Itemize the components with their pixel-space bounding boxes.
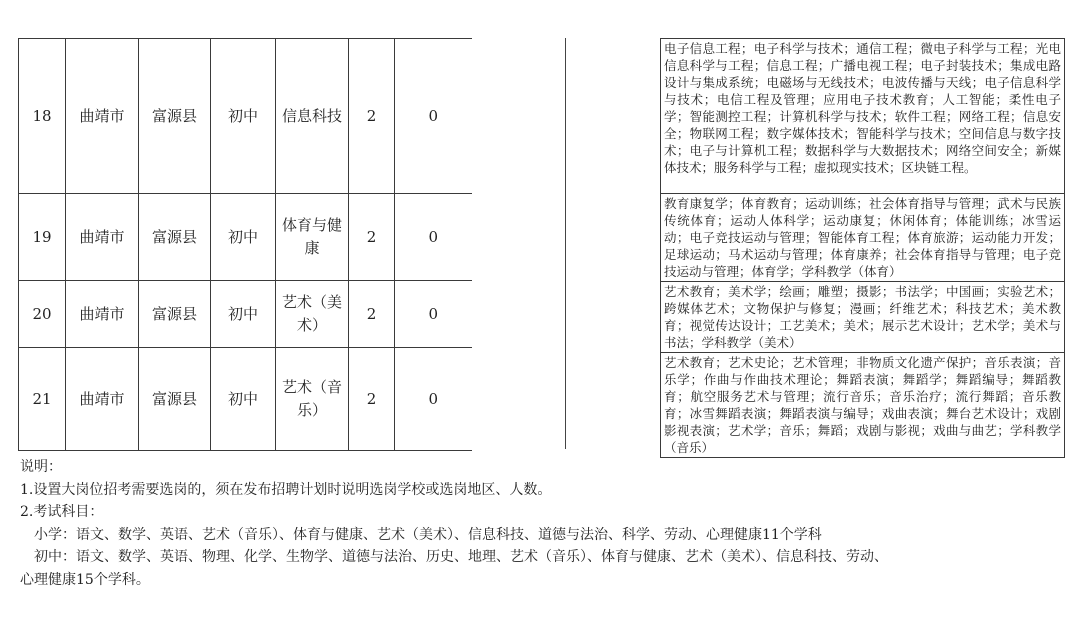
notes-section bbox=[20, 456, 1070, 591]
row-number: 19 bbox=[19, 194, 66, 281]
city-cell: 曲靖市 bbox=[66, 39, 139, 194]
table-row bbox=[661, 39, 1065, 194]
school-level-cell: 初中 bbox=[211, 194, 276, 281]
county-cell: 富源县 bbox=[139, 281, 211, 348]
note-line: 心理健康15个学科。 bbox=[20, 571, 150, 588]
city-cell: 曲靖市 bbox=[66, 194, 139, 281]
table-row bbox=[19, 281, 472, 348]
table-row bbox=[19, 194, 472, 281]
note-line: 2.考试科目： bbox=[20, 504, 104, 520]
extra-quota-cell: 0 bbox=[395, 281, 472, 348]
extra-quota-cell: 0 bbox=[395, 348, 472, 451]
school-level-cell: 初中 bbox=[211, 39, 276, 194]
row-number: 20 bbox=[19, 281, 66, 348]
majors-cell: 教育康复学；体育教育；运动训练；社会体育指导与管理；武术与民族传统体育；运动人体科学；运动康复；休闲体育；体能训练；冰雪运动；电子竞技运动与管理；智能体育工程；体育旅游；运动能力开发；足球运动；马术运动与管理；体育康养；社会体育指导与管理；电子竞技运动与管理；体育学；学科教学（体育） bbox=[661, 194, 1065, 282]
county-cell: 富源县 bbox=[139, 39, 211, 194]
row-number: 21 bbox=[19, 348, 66, 451]
extra-quota-cell: 0 bbox=[395, 194, 472, 281]
majors-table bbox=[660, 38, 1065, 458]
county-cell: 富源县 bbox=[139, 348, 211, 451]
note-line: 小学：语文、数学、英语、艺术（音乐）、体育与健康、艺术（美术）、信息科技、道德与法治、科学、劳动、心理健康11个学科 bbox=[34, 526, 822, 543]
quota-cell: 2 bbox=[349, 194, 395, 281]
quota-cell: 2 bbox=[349, 348, 395, 451]
note-line: 1.设置大岗位招考需要选岗的，须在发布招聘计划时说明选岗学校或选岗地区、人数。 bbox=[20, 481, 552, 498]
table-row bbox=[661, 194, 1065, 282]
extra-quota-cell: 0 bbox=[395, 39, 472, 194]
city-cell: 曲靖市 bbox=[66, 348, 139, 451]
table-row bbox=[661, 353, 1065, 458]
quota-cell: 2 bbox=[349, 39, 395, 194]
note-line: 初中：语文、数学、英语、物理、化学、生物学、道德与法治、历史、地理、艺术（音乐）、体育与健康、艺术（美术）、信息科技、劳动、 bbox=[34, 549, 888, 565]
quota-cell: 2 bbox=[349, 281, 395, 348]
row-number: 18 bbox=[19, 39, 66, 194]
notes-heading: 说明： bbox=[20, 459, 62, 475]
school-level-cell: 初中 bbox=[211, 281, 276, 348]
subject-cell: 体育与健康 bbox=[276, 194, 349, 281]
county-cell: 富源县 bbox=[139, 194, 211, 281]
city-cell: 曲靖市 bbox=[66, 281, 139, 348]
subject-cell: 艺术（音乐） bbox=[276, 348, 349, 451]
school-level-cell: 初中 bbox=[211, 348, 276, 451]
subject-cell: 信息科技 bbox=[276, 39, 349, 194]
table-row bbox=[19, 348, 472, 451]
table-row bbox=[19, 39, 472, 194]
subject-cell: 艺术（美术） bbox=[276, 281, 349, 348]
majors-cell: 电子信息工程；电子科学与技术；通信工程；微电子科学与工程；光电信息科学与工程；信息工程；广播电视工程；电子封装技术；集成电路设计与集成系统；电磁场与无线技术；电波传播与天线；电子信息科学与技术；电信工程及管理；应用电子技术教育；人工智能；柔性电子学；智能测控工程；计算机科学与技术；软件工程；网络工程；信息安全；物联网工程；数字媒体技术；智能科学与技术；空间信息与数字技术；电子与计算机工程；数据科学与大数据技术；网络空间安全；新媒体技术；服务科学与工程；虚拟现实技术；区块链工程。 bbox=[661, 39, 1065, 194]
position-table bbox=[18, 38, 472, 451]
majors-cell: 艺术教育；美术学；绘画；雕塑；摄影；书法学；中国画；实验艺术；跨媒体艺术；文物保护与修复；漫画；纤维艺术；科技艺术；美术教育；视觉传达设计；工艺美术；美术；展示艺术设计；艺术学；美术与书法；学科教学（美术） bbox=[661, 282, 1065, 353]
majors-cell: 艺术教育；艺术史论；艺术管理；非物质文化遗产保护；音乐表演；音乐学；作曲与作曲技术理论；舞蹈表演；舞蹈学；舞蹈编导；舞蹈教育；航空服务艺术与管理；流行音乐；音乐治疗；流行舞蹈；音乐教育；冰雪舞蹈表演；舞蹈表演与编导；戏曲表演；舞台艺术设计；戏剧影视表演；艺术学；音乐；舞蹈；戏剧与影视；戏曲与曲艺；学科教学（音乐） bbox=[661, 353, 1065, 458]
table-row bbox=[661, 282, 1065, 353]
column-divider bbox=[565, 38, 566, 449]
